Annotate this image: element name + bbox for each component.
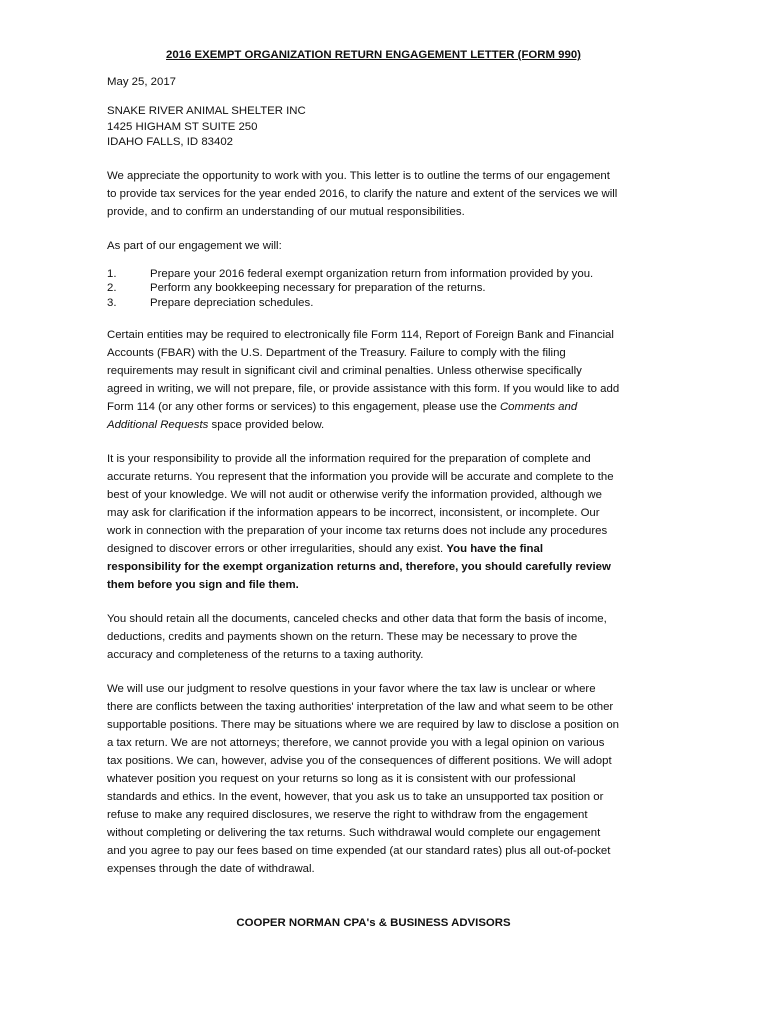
letter-title: 2016 EXEMPT ORGANIZATION RETURN ENGAGEMENT LETTER (FORM 990) [166, 49, 581, 61]
responsibility-paragraph [107, 450, 620, 594]
judgment-paragraph: We will use our judgment to resolve questions in your favor where the tax law is unclear or where there are conflicts between the taxing authorities' interpretation of the law and what seem to be other supportable positions. There may be situations where we are required by law to disclose a position on a tax return. We are not attorneys; therefore, we cannot provide you with a legal opinion on various tax positions. We can, however, advise you of the consequences of different positions. We will adopt whatever position you request on your returns so long as it is consistent with our professional standards and ethics. In the event, however, that you ask us to take an unsupported tax position or refuse to make any required disclosures, we reserve the right to withdraw from the engagement without completing or delivering the tax returns. Such withdrawal would complete our engagement and you agree to pay our fees based on time expended (at our standard rates) plus all out-of-pocket expenses through the date of withdrawal. [107, 683, 620, 875]
list-item [107, 296, 620, 311]
fbar-paragraph [107, 326, 620, 434]
responsibility-text: It is your responsibility to provide all the information required for the preparation of complete and accurate returns. You represent that the information you provide will be accurate and complete to the best of your knowledge. We will not audit or otherwise verify the information provided, although we may ask for clarification if the information appears to be incorrect, inconsistent, or incomplete. Our work in connection with the preparation of your income tax returns does not include any procedures designed to discover errors or other irregularities, should any exist. [107, 453, 614, 555]
recipient-street: 1425 HIGHAM ST SUITE 250 [107, 120, 258, 133]
comments-requests-reference: Comments and Additional Requests [107, 401, 578, 431]
recipient-name: SNAKE RIVER ANIMAL SHELTER INC [107, 105, 306, 117]
firm-name: COOPER NORMAN CPA's & BUSINESS ADVISORS [236, 917, 511, 929]
recipient-city: IDAHO FALLS, ID 83402 [107, 136, 233, 148]
list-item [107, 281, 620, 296]
list-item-number: 1. [107, 267, 117, 280]
letter-date: May 25, 2017 [107, 76, 177, 88]
recipient-address [107, 104, 620, 151]
fbar-text-end: space provided below. [208, 419, 325, 431]
list-item-text: Perform any bookkeeping necessary for preparation of the returns. [150, 282, 486, 294]
list-item [107, 267, 620, 282]
retain-paragraph: You should retain all the documents, canceled checks and other data that form the basis of income, deductions, credits and payments shown on the return. These may be necessary to prove the accuracy and completeness of the returns to a taxing authority. [107, 613, 607, 661]
list-item-text: Prepare depreciation schedules. [150, 296, 314, 309]
services-list [107, 267, 620, 311]
fbar-text: Certain entities may be required to electronically file Form 114, Report of Foreign Bank and Financial Accounts (FBAR) with the U.S. Department of the Treasury. Failure to comply with the filing requirements may result in significant civil and criminal penalties. Unless otherwise specifically agreed in writing, we will not prepare, file, or provide assistance with this form. If you would like to add Form 114 (or any other forms or services) to this engagement, please use the [107, 329, 620, 413]
responsibility-emphasis: You have the final responsibility for the exempt organization returns and, therefore, you should carefully review them before you sign and file them. [107, 543, 611, 591]
list-item-number: 3. [107, 296, 117, 309]
intro-paragraph: We appreciate the opportunity to work with you. This letter is to outline the terms of our engagement to provide tax services for the year ended 2016, to clarify the nature and extent of the services we will provide, and to confirm an understanding of our mutual responsibilities. [107, 169, 618, 218]
list-intro: As part of our engagement we will: [107, 239, 282, 252]
list-item-text: Prepare your 2016 federal exempt organization return from information provided by you. [150, 267, 594, 280]
list-item-number: 2. [107, 282, 117, 294]
